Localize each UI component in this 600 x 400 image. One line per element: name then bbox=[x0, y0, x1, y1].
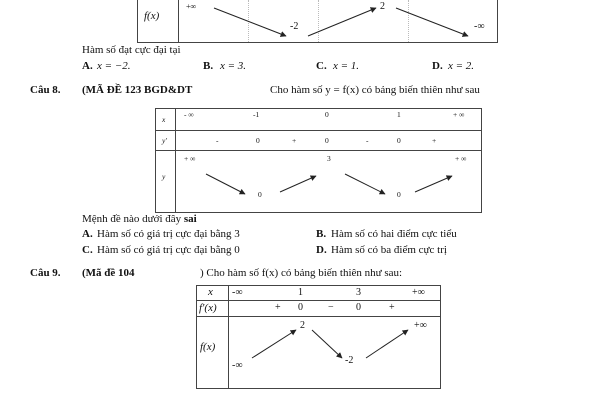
q8-x-0: 0 bbox=[325, 110, 329, 119]
q8-label: Câu 8. bbox=[30, 84, 61, 96]
q8-y-min-2: 0 bbox=[397, 190, 401, 199]
q8-option-a-text: Hàm số có giá trị cực đại bằng 3 bbox=[97, 228, 240, 240]
q8-arrow-up-2 bbox=[415, 176, 452, 192]
q9-fp-sign-1: + bbox=[275, 302, 281, 313]
q7-value-plus-inf: +∞ bbox=[186, 2, 197, 11]
q9-fx-neg-inf: -∞ bbox=[232, 360, 243, 371]
q8-option-b-letter: B. bbox=[316, 228, 327, 240]
q8-yp-sign-3: - bbox=[366, 136, 369, 145]
q9-fp-zero-1: 0 bbox=[298, 302, 303, 313]
q9-arrow-down bbox=[312, 330, 342, 358]
q7-value-minus-2: -2 bbox=[290, 21, 299, 32]
q9-fx-max: 2 bbox=[300, 320, 305, 331]
q7-option-b-text: x = 3. bbox=[220, 60, 247, 72]
q7-option-c-letter: C. bbox=[316, 60, 327, 72]
q7-option-a-letter: A. bbox=[82, 60, 93, 72]
q8-x-label: x bbox=[162, 115, 166, 124]
q8-y-label: y bbox=[162, 172, 166, 181]
q8-option-d-text: Hàm số có ba điểm cực trị bbox=[331, 244, 447, 256]
q7-arrow-down-2 bbox=[396, 8, 468, 36]
q8-x-pos-inf: + ∞ bbox=[453, 110, 465, 119]
q8-x-neg-inf: - ∞ bbox=[184, 110, 194, 119]
q8-yp-sign-1: - bbox=[216, 136, 219, 145]
q8-prompt-main: Mệnh đề nào dưới đây bbox=[82, 213, 182, 225]
q8-arrow-down-1 bbox=[206, 174, 245, 194]
q7-option-b-letter: B. bbox=[203, 60, 214, 72]
q8-option-b-text: Hàm số có hai điểm cực tiểu bbox=[331, 228, 457, 240]
q7-option-a-text: x = −2. bbox=[97, 60, 131, 72]
q9-x-neg-inf: -∞ bbox=[232, 287, 243, 298]
q9-x-3: 3 bbox=[356, 287, 361, 298]
q7-arrow-up bbox=[308, 8, 376, 36]
q8-prompt-keyword: sai bbox=[183, 213, 197, 225]
q9-x-label: x bbox=[208, 286, 213, 298]
q7-value-minus-inf: -∞ bbox=[474, 21, 485, 32]
q8-yprime-label: y' bbox=[162, 136, 167, 145]
q9-fp-sign-3: + bbox=[389, 302, 395, 313]
q8-yp-sign-4: + bbox=[432, 136, 437, 145]
q8-yp-sign-2: + bbox=[292, 136, 297, 145]
q8-y-min-1: 0 bbox=[258, 190, 262, 199]
q8-yp-zero-3: 0 bbox=[397, 136, 401, 145]
q7-question: Hàm số đạt cực đại tại bbox=[82, 44, 181, 56]
q8-source: (MÃ ĐỀ 123 BGD&DT bbox=[82, 84, 193, 96]
q7-value-2: 2 bbox=[380, 1, 385, 12]
q8-option-c-letter: C. bbox=[82, 244, 93, 256]
q8-y-max: 3 bbox=[327, 154, 331, 163]
q8-yp-zero-1: 0 bbox=[256, 136, 260, 145]
q8-x-minus-1: -1 bbox=[253, 110, 260, 119]
q8-option-c-text: Hàm số có giá trị cực đại bằng 0 bbox=[97, 244, 240, 256]
q8-y-pos-inf-right: + ∞ bbox=[455, 154, 467, 163]
q9-fprime-label: f'(x) bbox=[199, 302, 217, 314]
q9-label: Câu 9. bbox=[30, 267, 61, 279]
q8-option-a-letter: A. bbox=[82, 228, 93, 240]
q7-fx-label: f(x) bbox=[144, 10, 160, 22]
q9-source: (Mã đề 104 bbox=[82, 267, 135, 279]
q9-fx-label: f(x) bbox=[200, 341, 216, 353]
q7-arrow-down-1 bbox=[214, 8, 286, 36]
q7-option-c-text: x = 1. bbox=[333, 60, 360, 72]
q9-fx-pos-inf: +∞ bbox=[414, 320, 427, 331]
q8-yp-zero-2: 0 bbox=[325, 136, 329, 145]
q9-fx-min: -2 bbox=[345, 355, 354, 366]
q9-fp-zero-2: 0 bbox=[356, 302, 361, 313]
q9-intro: ) Cho hàm số f(x) có bảng biến thiên như sau: bbox=[200, 267, 403, 279]
q8-arrow-down-2 bbox=[345, 174, 385, 194]
q9-x-1: 1 bbox=[298, 287, 303, 298]
q8-arrow-up-1 bbox=[280, 176, 316, 192]
q9-x-pos-inf: +∞ bbox=[412, 287, 425, 298]
q7-option-d-letter: D. bbox=[432, 60, 443, 72]
q9-arrow-up-1 bbox=[252, 330, 296, 358]
q9-fp-sign-2: − bbox=[328, 302, 334, 313]
q7-option-d-text: x = 2. bbox=[448, 60, 475, 72]
q8-y-pos-inf-left: + ∞ bbox=[184, 154, 196, 163]
q8-intro: Cho hàm số y = f(x) có bảng biến thiên như sau bbox=[270, 84, 480, 96]
q8-option-d-letter: D. bbox=[316, 244, 327, 256]
q8-x-1: 1 bbox=[397, 110, 401, 119]
q9-arrow-up-2 bbox=[366, 330, 408, 358]
